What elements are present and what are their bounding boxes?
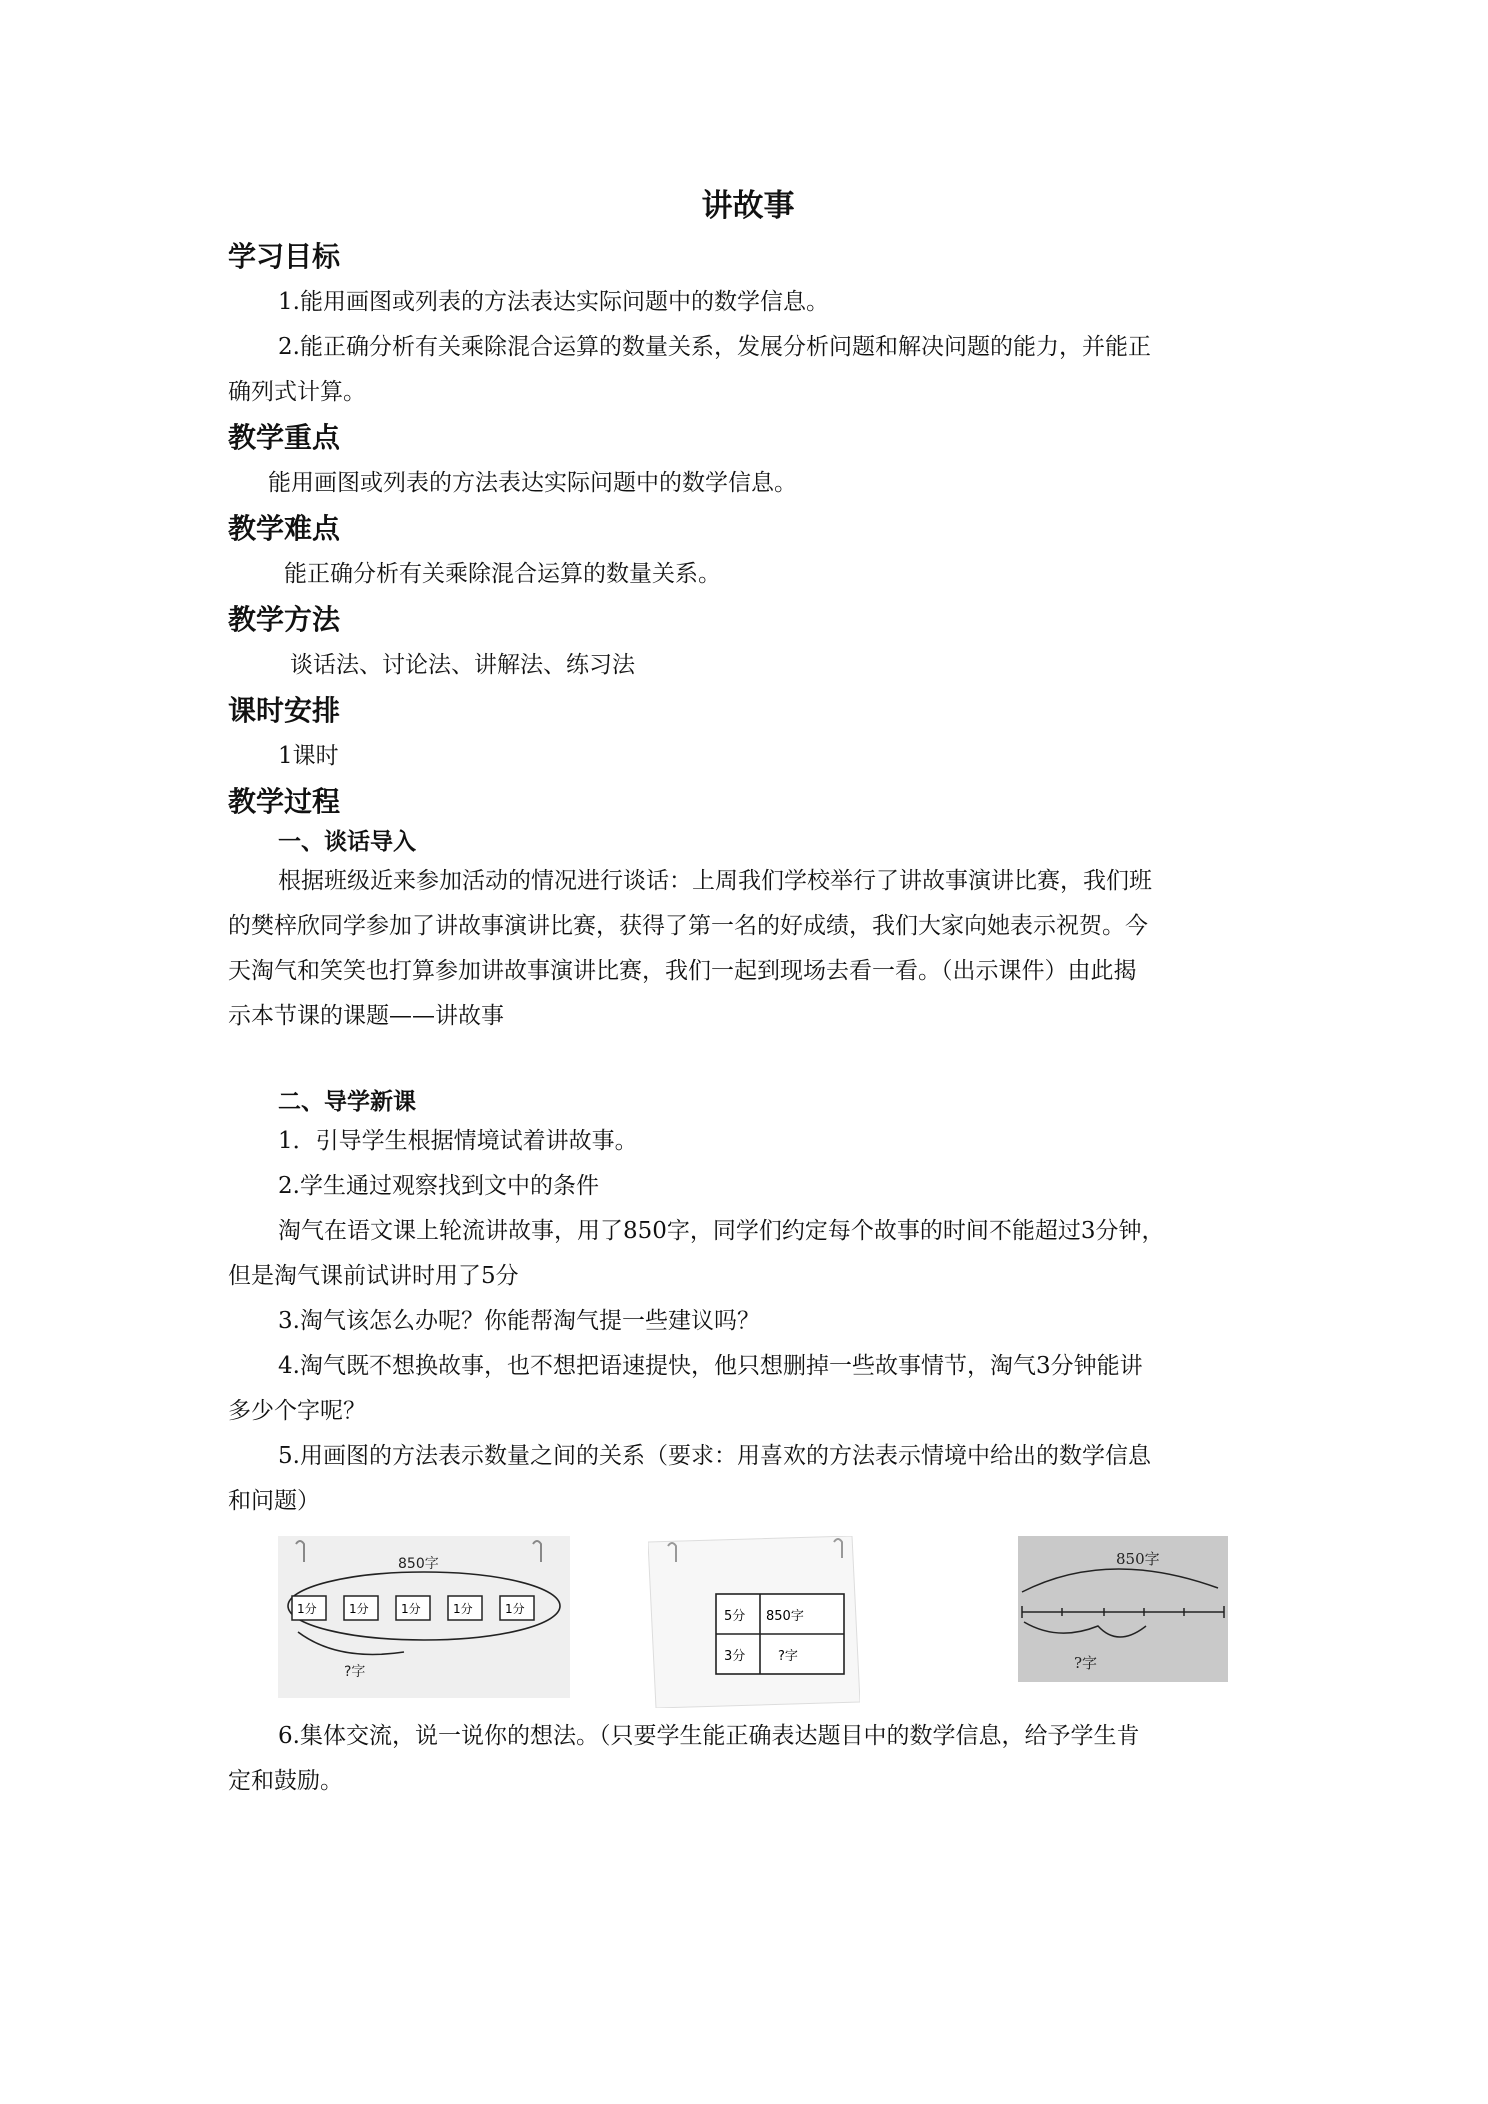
part1-title: 一、谈话导入 (278, 829, 416, 855)
fig1-box-label: 1分 (453, 1602, 473, 1616)
step-6-line-2: 定和鼓励。 (228, 1768, 343, 1794)
step-5-line-1: 5.用画图的方法表示数量之间的关系（要求：用喜欢的方法表示情境中给出的数学信息 (278, 1443, 1151, 1469)
part1-line-3: 天淘气和笑笑也打算参加讲故事演讲比赛，我们一起到现场去看一看。（出示课件）由此揭 (228, 958, 1137, 984)
part1-line-2: 的樊梓欣同学参加了讲故事演讲比赛，获得了第一名的好成绩，我们大家向她表示祝贺。今 (228, 913, 1148, 939)
part2-title: 二、导学新课 (278, 1089, 416, 1115)
heading-objectives: 学习目标 (228, 240, 341, 273)
step-2-detail-line-2: 但是淘气课前试讲时用了5分 (228, 1263, 519, 1289)
objective-2-line-2: 确列式计算。 (228, 379, 366, 405)
part1-line-1: 根据班级近来参加活动的情况进行谈话：上周我们学校举行了讲故事演讲比赛，我们班 (278, 868, 1152, 894)
page-title: 讲故事 (701, 188, 795, 224)
step-2: 2.学生通过观察找到文中的条件 (278, 1173, 599, 1199)
fig2-cell: 3分 (724, 1649, 746, 1664)
objective-2-line-1: 2.能正确分析有关乘除混合运算的数量关系，发展分析问题和解决问题的能力，并能正 (278, 334, 1151, 360)
fig2-cell: ?字 (778, 1649, 798, 1664)
fig2-cell: 850字 (766, 1609, 804, 1624)
key-point-text: 能用画图或列表的方法表达实际问题中的数学信息。 (268, 470, 797, 496)
step-4-line-1: 4.淘气既不想换故事，也不想把语速提快，他只想删掉一些故事情节，淘气3分钟能讲 (278, 1353, 1143, 1379)
step-2-detail-line-1: 淘气在语文课上轮流讲故事，用了850字，同学们约定每个故事的时间不能超过3分钟， (278, 1218, 1165, 1244)
fig1-box-label: 1分 (297, 1602, 317, 1616)
difficulty-text: 能正确分析有关乘除混合运算的数量关系。 (284, 561, 721, 587)
fig1-top-label: 850字 (398, 1556, 439, 1572)
spacer (228, 1039, 1268, 1085)
heading-schedule: 课时安排 (228, 694, 341, 727)
step-6-line-1: 6.集体交流，说一说你的想法。（只要学生能正确表达题目中的数学信息，给予学生肯 (278, 1723, 1140, 1749)
step-3: 3.淘气该怎么办呢？你能帮淘气提一些建议吗？ (278, 1308, 760, 1334)
fig1-box-label: 1分 (349, 1602, 369, 1616)
part1-line-4: 示本节课的课题——讲故事 (228, 1003, 504, 1029)
schedule-text: 1课时 (278, 743, 339, 769)
step-4-line-2: 多少个字呢？ (228, 1398, 366, 1424)
heading-difficulty: 教学难点 (228, 512, 341, 545)
fig3-top-label: 850字 (1116, 1550, 1160, 1568)
heading-key-point: 教学重点 (228, 421, 341, 454)
fig3-bottom-label: ?字 (1074, 1654, 1098, 1672)
fig1-box-label: 1分 (505, 1602, 525, 1616)
sketch-boxes-figure (278, 1536, 570, 1698)
document-page (228, 180, 1268, 1804)
sketch-line-segment-figure (1018, 1536, 1228, 1682)
heading-process: 教学过程 (228, 785, 341, 818)
heading-methods: 教学方法 (228, 603, 341, 636)
sketch-table-figure (648, 1536, 860, 1708)
step-1: 1．引导学生根据情境试着讲故事。 (278, 1128, 638, 1154)
figure-row (228, 1536, 1268, 1708)
fig1-box-label: 1分 (401, 1602, 421, 1616)
objective-1: 1.能用画图或列表的方法表达实际问题中的数学信息。 (278, 289, 829, 315)
methods-text: 谈话法、讨论法、讲解法、练习法 (290, 652, 635, 678)
fig1-bottom-label: ?字 (344, 1664, 366, 1680)
step-5-line-2: 和问题） (228, 1488, 320, 1514)
fig2-cell: 5分 (724, 1609, 746, 1624)
